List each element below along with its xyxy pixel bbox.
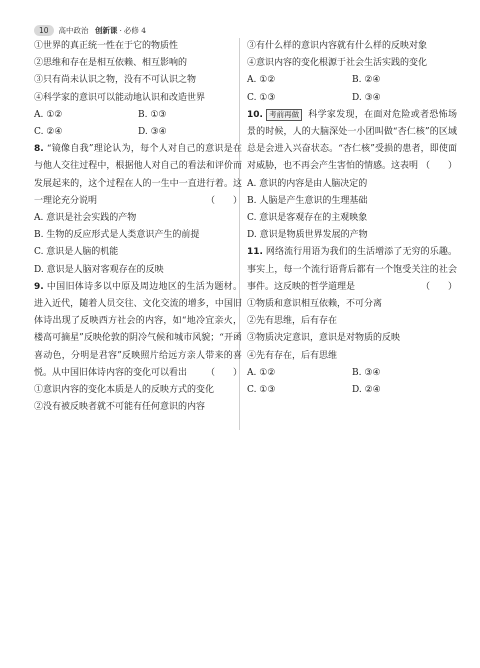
q11-number: 11. [247, 247, 263, 258]
question-9 [34, 279, 242, 382]
q7-option-b: B. ①③ [138, 109, 167, 120]
q9-option-a: A. ①② [247, 75, 276, 86]
q11-options-row [247, 365, 457, 382]
q9-answer-paren: （ ） [205, 367, 242, 378]
q7-item: ④科学家的意识可以能动地认识和改造世界 [34, 92, 206, 103]
q11-stem: 网络流行用语为我们的生活增添了无穷的乐趣。事实上，每一个流行语背后都有一个饱受关注的社会事件。这反映的哲学道理是 [247, 247, 457, 292]
header-separator [91, 26, 93, 35]
q11-item: ①物质和意识相互依赖，不可分离 [247, 299, 383, 310]
q11-option-a: A. ①② [247, 367, 276, 378]
q11-item: ④先有存在，后有思维 [247, 350, 338, 361]
q8-option-c: C. 意识是人脑的机能 [34, 247, 119, 258]
q10-option-c: C. 意识是客观存在的主观映象 [247, 213, 368, 224]
q8-option-b: B. 生物的反应形式是人类意识产生的前提 [34, 230, 200, 241]
question-11 [247, 244, 457, 296]
q8-option-a: A. 意识是社会实践的产物 [34, 213, 137, 224]
q11-answer-paren: （ ） [420, 281, 457, 292]
q9-options-row [247, 90, 457, 107]
q11-item: ③物质决定意识，意识是对物质的反映 [247, 333, 401, 344]
q7-item: ③只有尚未认识之物，没有不可认识之物 [34, 75, 197, 86]
q9-number: 9. [34, 281, 44, 292]
question-8 [34, 141, 242, 210]
dot-separator: · [119, 25, 122, 35]
q10-option-b: B. 人脑是产生意识的生理基础 [247, 195, 368, 206]
q10-option-d: D. 意识是物质世界发展的产物 [247, 230, 368, 241]
right-column [247, 38, 457, 399]
q9-option-c: C. ①③ [247, 92, 276, 103]
q7-option-a: A. ①② [34, 109, 63, 120]
q11-option-d: D. ②④ [352, 385, 381, 396]
series-title: 创新课 [94, 25, 118, 35]
q9-stem: 中国旧体诗多以中原及周边地区的生活为题材。进入近代，随着人员交往、文化交流的增多，中国旧体诗出现了反映西方社会的内容，如“地冷宜亲火，楼高可摘星”反映伦敦的阴冷气候和城市风貌；“开函喜动色，分明是君容”反映照片给远方亲人带来的喜悦。从中国旧体诗内容的变化可以看出 [34, 281, 242, 378]
q8-answer-paren: （ ） [205, 195, 242, 206]
q9-item: ①意识内容的变化本质是人的反映方式的变化 [34, 385, 215, 396]
q7-options-row [34, 107, 242, 124]
q9-options-row [247, 72, 457, 89]
left-column [34, 38, 242, 416]
review-tag: 考前再做 [266, 109, 302, 121]
q11-item: ②先有思维，后有存在 [247, 316, 338, 327]
q10-answer-paren: （ ） [420, 161, 457, 172]
q9-item: ②没有被反映者就不可能有任何意识的内容 [34, 402, 206, 413]
q10-number: 10. [247, 109, 263, 120]
q7-option-c: C. ②④ [34, 127, 63, 138]
q7-item: ①世界的真正统一性在于它的物质性 [34, 41, 179, 51]
q7-item: ②思维和存在是相互依赖、相互影响的 [34, 58, 188, 69]
q9-option-b: B. ②④ [352, 75, 381, 86]
q9-item: ③有什么样的意识内容就有什么样的反映对象 [247, 41, 428, 51]
volume-title: 必修 4 [123, 25, 146, 35]
question-10 [247, 107, 457, 176]
q8-option-d: D. 意识是人脑对客观存在的反映 [34, 264, 164, 275]
page-header [34, 23, 146, 37]
q11-option-c: C. ①③ [247, 385, 276, 396]
q8-number: 8. [34, 144, 44, 155]
q9-item: ④意识内容的变化根源于社会生活实践的变化 [247, 58, 428, 69]
q7-option-d: D. ③④ [138, 127, 167, 138]
q11-option-b: B. ③④ [352, 367, 381, 378]
q10-option-a: A. 意识的内容是由人脑决定的 [247, 178, 368, 189]
page-number: 10 [34, 25, 54, 36]
book-title: 高中政治 [58, 25, 89, 35]
q11-options-row [247, 382, 457, 399]
q10-stem: 科学家发现，在面对危险或者恐怖场景的时候，人的大脑深处一小团叫做“杏仁核”的区域总是会进入兴奋状态。“杏仁核”受损的患者，即使面对威胁，也不再会产生害怕的情感。这表明 [247, 109, 457, 172]
q8-stem: “镜像自我”理论认为，每个人对自己的意识是在与他人交往过程中，根据他人对自己的看法和评价而发展起来的，这个过程在人的一生中一直进行着。这一理论充分说明 [34, 144, 242, 206]
q9-option-d: D. ③④ [352, 92, 381, 103]
q7-options-row [34, 124, 242, 141]
